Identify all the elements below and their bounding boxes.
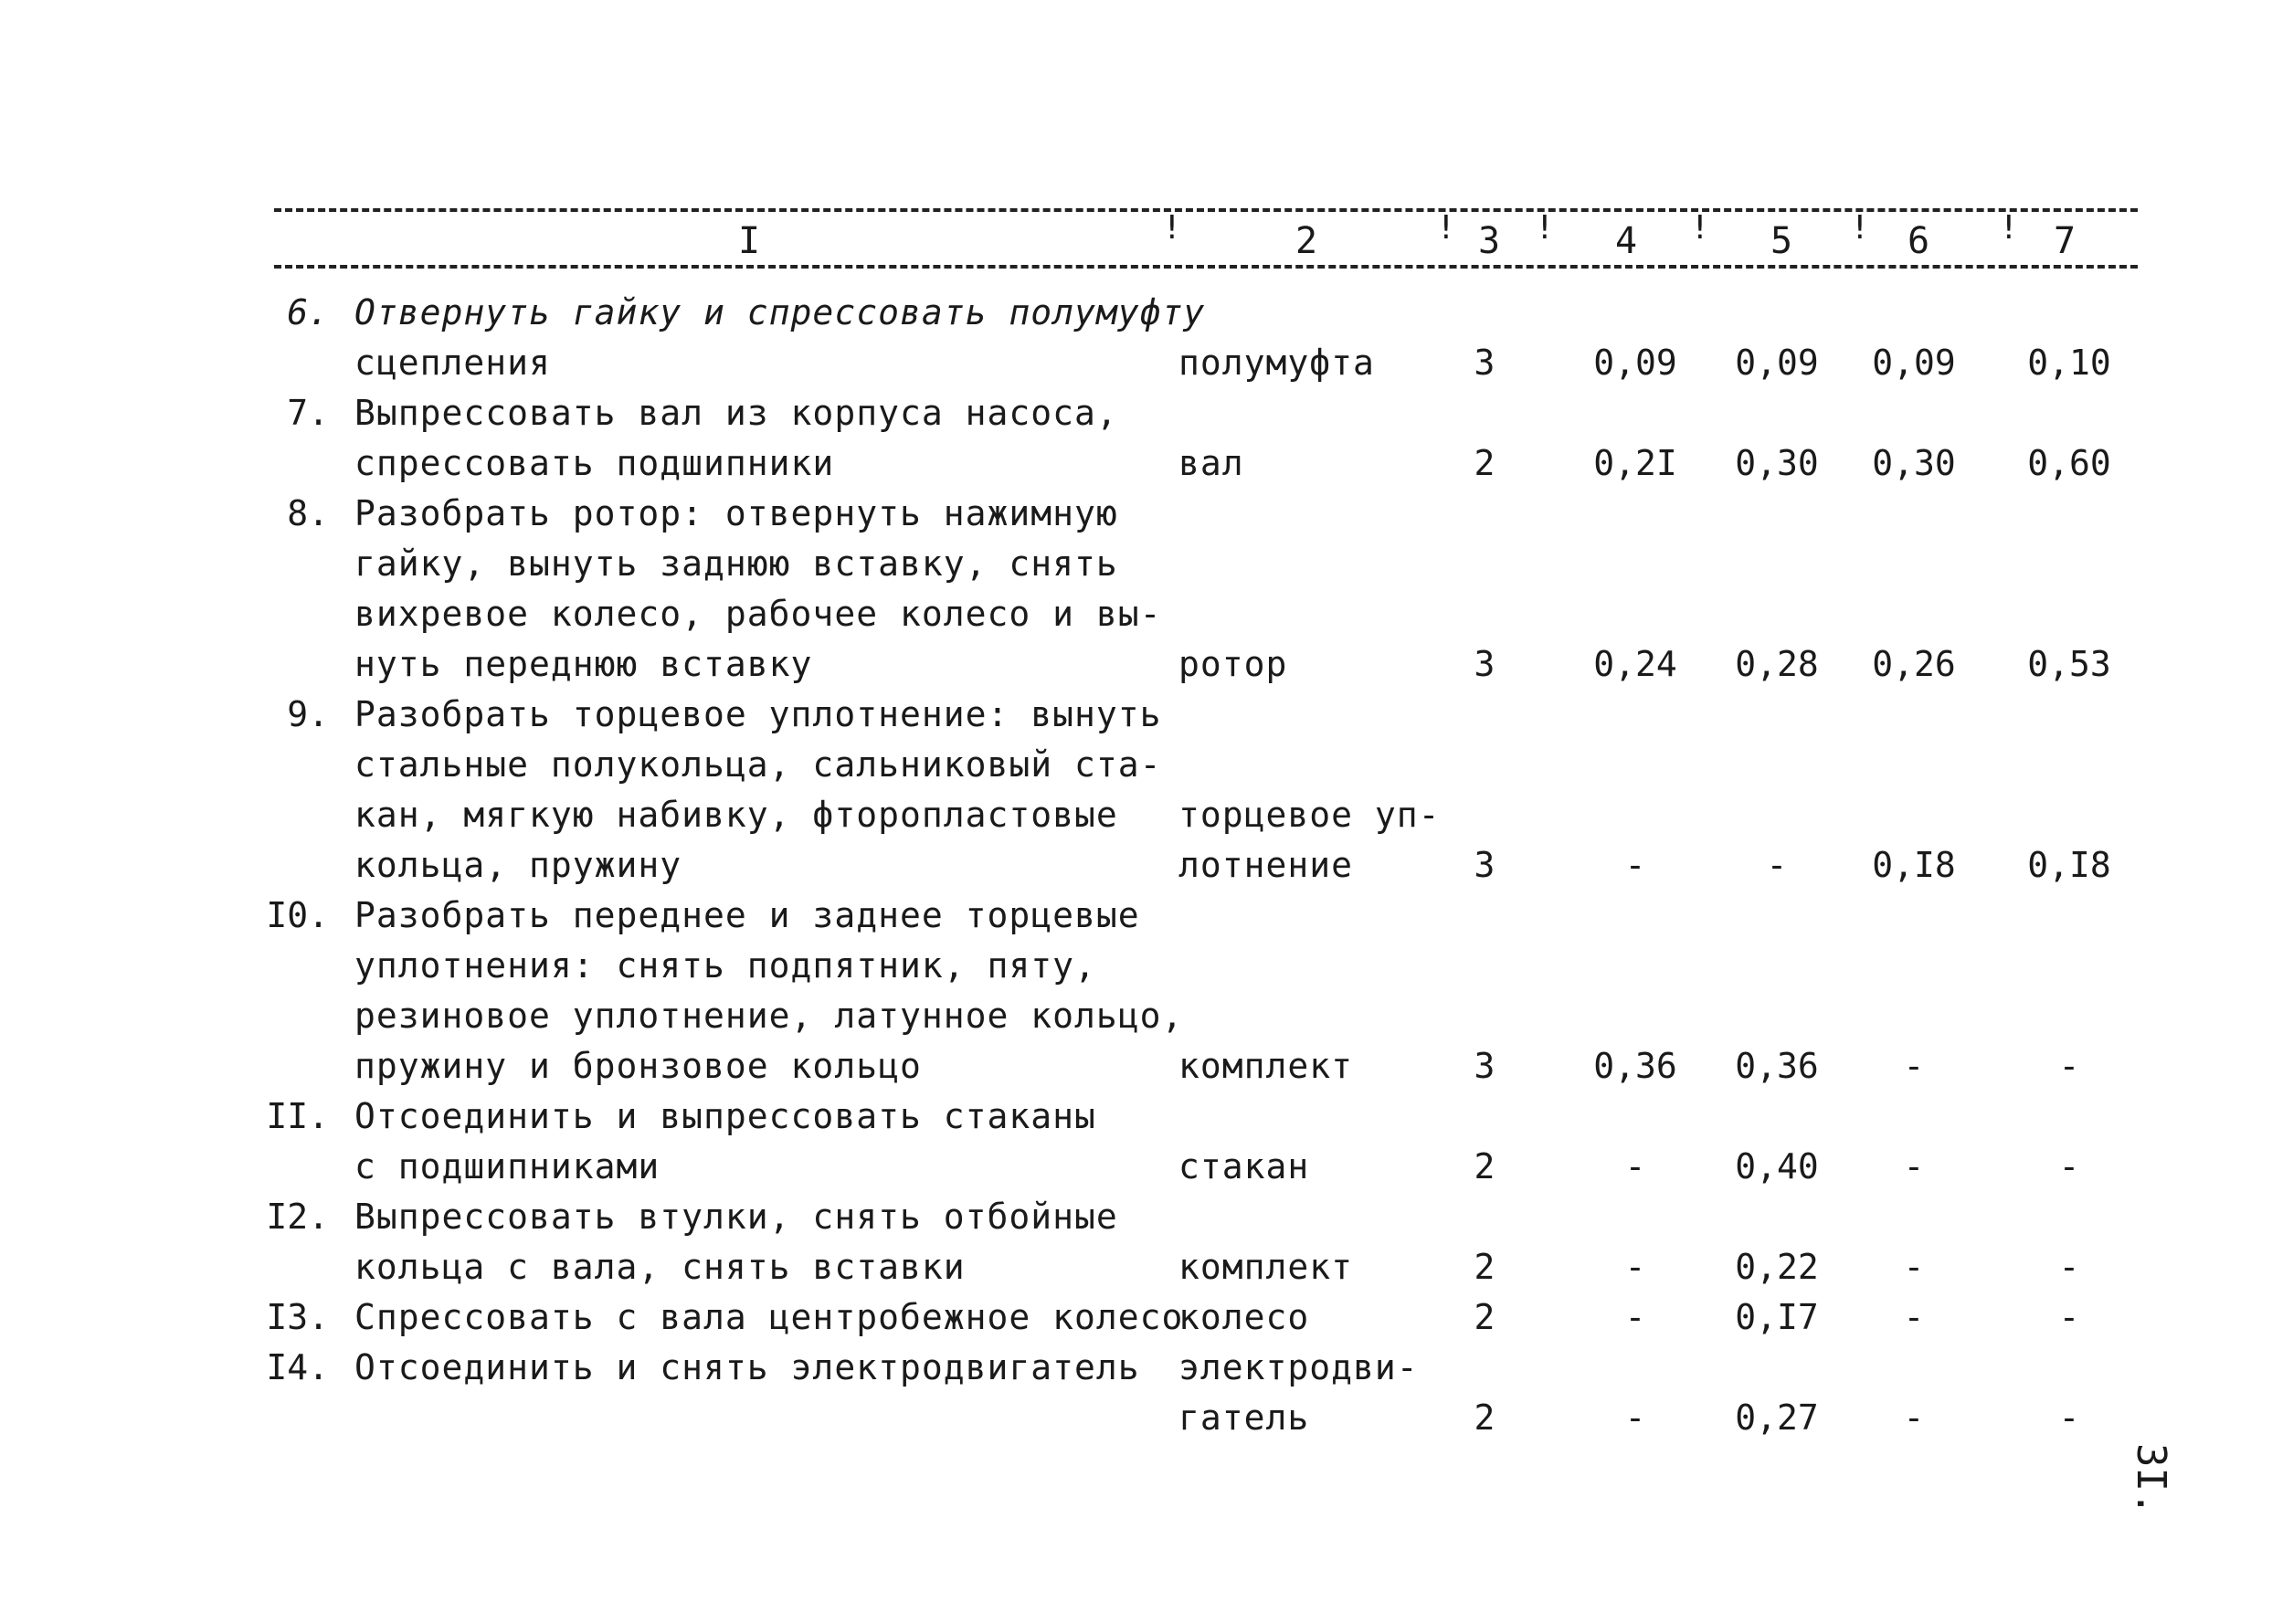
header-col-5: 5 [1770,220,1793,262]
row-col3: 3 [1474,845,1495,885]
row-col6: 0,09 [1872,343,1956,383]
row-col5: 0,40 [1735,1146,1819,1186]
row-col6: - [1903,1397,1925,1438]
row-text-line: кольца, пружину [354,845,682,885]
row-text-line: с подшипниками [354,1146,660,1186]
row-col5: 0,I7 [1735,1297,1819,1337]
row-col6: - [1903,1247,1925,1287]
header-col-3: 3 [1477,220,1501,262]
row-text-line: нуть переднюю вставку [354,644,813,684]
row-unit: лотнение [1178,845,1354,885]
row-col7: 0,I8 [2027,845,2111,885]
row-col4: 0,36 [1593,1046,1677,1086]
row-col5: 0,09 [1735,343,1819,383]
row-col6: - [1903,1297,1925,1337]
row-unit: колесо [1178,1297,1310,1337]
header-col-6: 6 [1907,220,1930,262]
row-unit: торцевое уп- [1178,795,1441,835]
header-col-7: 7 [2053,220,2077,262]
row-col4: - [1624,1247,1646,1287]
header-separator: ! [1850,209,1870,247]
row-col3: 2 [1474,1146,1495,1186]
row-col7: - [2058,1247,2080,1287]
row-text-line: стальные полукольца, сальниковый ста- [354,744,1162,785]
row-col4: - [1624,1297,1646,1337]
row-text-line: вихревое колесо, рабочее колесо и вы- [354,594,1162,634]
row-unit: комплект [1178,1247,1354,1287]
row-unit: ротор [1178,644,1288,684]
row-col4: - [1624,1397,1646,1438]
row-unit: гатель [1178,1397,1310,1438]
row-col4: - [1624,845,1646,885]
row-unit: вал [1178,443,1244,483]
row-col3: 2 [1474,443,1495,483]
page-number: 3I. [2128,1443,2174,1516]
header-separator: ! [1690,209,1710,247]
row-col3: 2 [1474,1397,1495,1438]
row-col7: - [2058,1297,2080,1337]
header-col-1: I [737,220,761,262]
row-col4: 0,09 [1593,343,1677,383]
row-text-line: пружину и бронзовое кольцо [354,1046,922,1086]
row-number: 7. [287,393,329,433]
row-number: I2. [266,1197,329,1237]
row-col7: 0,53 [2027,644,2111,684]
row-col7: - [2058,1046,2080,1086]
row-text-line: Отсоединить и снять электродвигатель [354,1347,1140,1387]
row-col3: 2 [1474,1247,1495,1287]
row-text-line: Отвернуть гайку и спрессовать полумуфту [354,292,1206,332]
row-col6: 0,30 [1872,443,1956,483]
row-col7: 0,60 [2027,443,2111,483]
header-separator: ! [1436,209,1456,247]
row-col7: - [2058,1397,2080,1438]
row-col5: 0,36 [1735,1046,1819,1086]
row-col4: 0,24 [1593,644,1677,684]
row-col3: 3 [1474,644,1495,684]
row-text-line: Разобрать торцевое уплотнение: вынуть [354,694,1162,734]
row-number: 9. [287,694,329,734]
row-col6: - [1903,1146,1925,1186]
row-text-line: кан, мягкую набивку, фторопластовые [354,795,1118,835]
row-col5: 0,28 [1735,644,1819,684]
row-unit: полумуфта [1178,343,1375,383]
header-separator: ! [1535,209,1555,247]
row-col5: - [1766,845,1788,885]
row-unit: комплект [1178,1046,1354,1086]
row-col3: 3 [1474,343,1495,383]
row-text-line: гайку, вынуть заднюю вставку, снять [354,543,1118,584]
row-text-line: Отсоединить и выпрессовать стаканы [354,1096,1096,1136]
row-col5: 0,22 [1735,1247,1819,1287]
row-text-line: Выпрессовать вал из корпуса насоса, [354,393,1118,433]
row-col3: 3 [1474,1046,1495,1086]
header-col-4: 4 [1614,220,1638,262]
row-col6: - [1903,1046,1925,1086]
row-number: I4. [266,1347,329,1387]
row-text-line: Спрессовать с вала центробежное колесо [354,1297,1184,1337]
row-col6: 0,I8 [1872,845,1956,885]
row-col7: - [2058,1146,2080,1186]
row-text-line: Разобрать ротор: отвернуть нажимную [354,493,1118,533]
header-col-2: 2 [1295,220,1318,262]
row-text-line: Выпрессовать втулки, снять отбойные [354,1197,1118,1237]
row-unit: электродви- [1178,1347,1419,1387]
row-col6: 0,26 [1872,644,1956,684]
row-number: II. [266,1096,329,1136]
row-unit: стакан [1178,1146,1310,1186]
row-col5: 0,27 [1735,1397,1819,1438]
row-number: 8. [287,493,329,533]
header-separator: ! [1162,209,1182,247]
row-text-line: спрессовать подшипники [354,443,835,483]
row-text-line: сцепления [354,343,551,383]
row-col5: 0,30 [1735,443,1819,483]
row-col4: 0,2I [1593,443,1677,483]
header-separator: ! [1999,209,2019,247]
row-text-line: резиновое уплотнение, латунное кольцо, [354,996,1184,1036]
row-number: I0. [266,895,329,935]
row-col7: 0,10 [2027,343,2111,383]
header-bottom-rule [274,265,2138,269]
row-text-line: уплотнения: снять подпятник, пяту, [354,945,1096,986]
row-text-line: кольца с вала, снять вставки [354,1247,966,1287]
row-number: I3. [266,1297,329,1337]
row-col3: 2 [1474,1297,1495,1337]
row-text-line: Разобрать переднее и заднее торцевые [354,895,1140,935]
row-col4: - [1624,1146,1646,1186]
row-number: 6. [287,292,329,332]
